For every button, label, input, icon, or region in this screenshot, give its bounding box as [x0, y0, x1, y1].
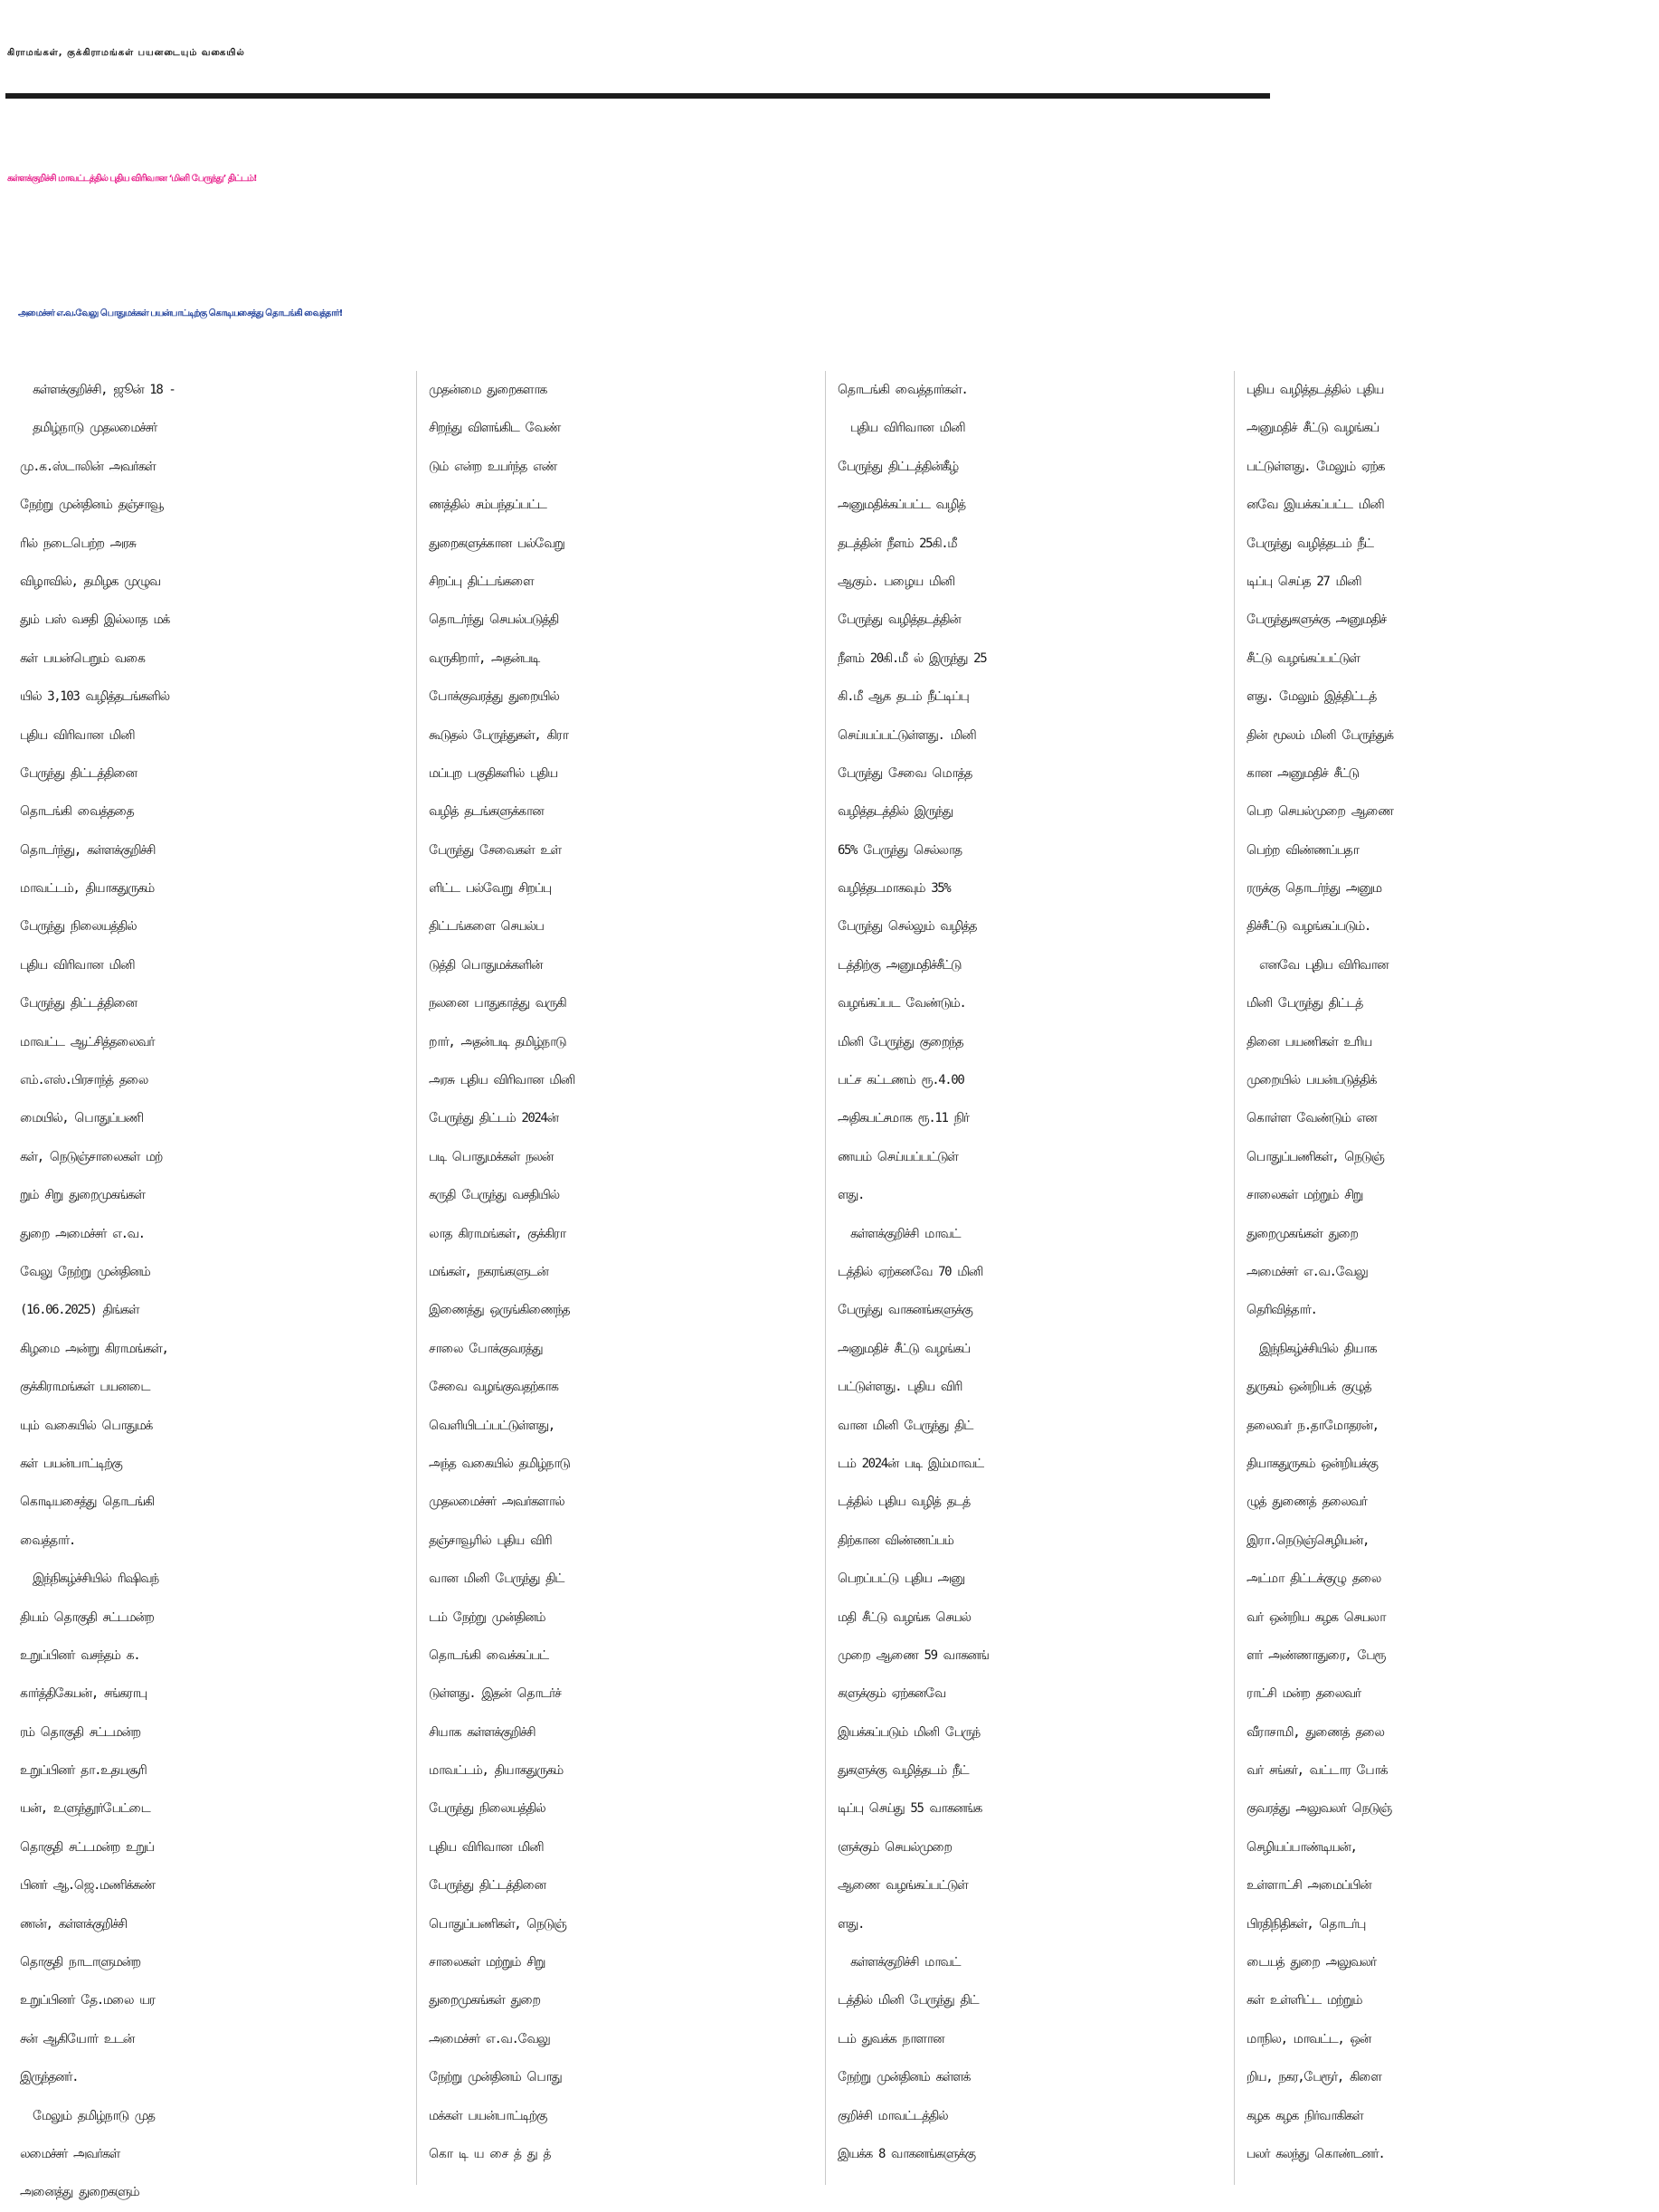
article-text-line: வீராசாமி, துணைத் தலை: [1247, 1724, 1384, 1740]
article-text-line: பலர் கலந்து கொண்டனர்.: [1247, 2146, 1385, 2161]
article-text-line: பேருந்து திட்டத்தினை: [20, 996, 137, 1011]
article-text-line: துறைமுகங்கள் துறை: [429, 1993, 540, 2008]
article-text-line: பட்டுள்ளது. புதிய விரி: [838, 1380, 962, 1395]
article-text-line: ளது. மேலும் இத்திட்டத்: [1247, 689, 1376, 705]
article-text-line: வழித் தடங்களுக்கான: [429, 804, 544, 820]
article-text-line: பெற்ற விண்ணப்பதா: [1247, 842, 1359, 858]
article-text-line: கொள்ள வேண்டும் என: [1247, 1111, 1377, 1126]
article-text-line: துகளுக்கு வழித்தடம் நீட்: [838, 1763, 969, 1779]
article-text-line: பேருந்து திட்டம் 2024ன்: [429, 1111, 558, 1126]
article-text-line: துறை அமைச்சர் எ.வ.: [20, 1226, 145, 1241]
article-text-line: லமைச்சர் அவர்கள்: [20, 2146, 119, 2161]
article-text-line: உறுப்பினர் தே.மலை யர: [20, 1993, 155, 2008]
article-column-1: [20, 371, 405, 2200]
article-text-line: படி பொதுமக்கள் நலன்: [429, 1149, 553, 1164]
article-text-line: அமைச்சர் எ.வ.வேலு: [1247, 1264, 1368, 1279]
article-text-line: முதலமைச்சர் அவர்களால்: [429, 1495, 564, 1510]
article-text-line: கழக கழக நிர்வாகிகள்: [1247, 2108, 1363, 2123]
article-text-line: ராட்சி மன்ற தலைவர்: [1247, 1686, 1360, 1702]
article-text-line: வழித்தடத்தில் இருந்து: [838, 804, 953, 820]
article-text-line: விழாவில், தமிழக முழுவ: [20, 574, 160, 589]
article-text-line: டம் 2024ன் படி இம்மாவட்: [838, 1456, 983, 1471]
article-text-line: களுக்கும் ஏற்கனவே: [838, 1686, 945, 1702]
article-text-line: எம்.எஸ்.பிரசாந்த் தலை: [20, 1073, 147, 1088]
article-text-line: குக்கிராமங்கள் பயனடை: [20, 1380, 150, 1395]
article-text-line: தமிழ்நாடு முதலமைச்சர்: [20, 421, 156, 436]
article-text-line: போக்குவரத்து துறையில்: [429, 689, 559, 705]
article-text-line: கிழமை அன்று கிராமங்கள்,: [20, 1341, 168, 1356]
article-text-line: அந்த வகையில் தமிழ்நாடு: [429, 1456, 570, 1471]
article-text-line: ளர் அண்ணாதுரை, பேரூ: [1247, 1647, 1386, 1663]
article-text-line: நேற்று முன்தினம் தஞ்சாவூ: [20, 498, 163, 513]
article-kicker: கிராமங்கள், குக்கிராமங்கள் பயனடையும் வகையில்: [7, 48, 245, 58]
article-text-line: கள் பயன்பெறும் வகை: [20, 650, 145, 666]
article-text-line: பினர் ஆ.ஜெ.மணிக்கண்: [20, 1878, 155, 1894]
article-text-line: தியாகதுருகம் ஒன்றியக்கு: [1247, 1456, 1378, 1471]
article-subheadline: அமைச்சர் எ.வ.வேலு பொதுமக்கள் பயன்பாட்டிற்கு கொடியசைத்து தொடங்கி வைத்தார்!: [18, 309, 343, 318]
article-text-line: கூடுதல் பேருந்துகள், கிரா: [429, 727, 568, 743]
article-text-line: கொ டி ய சை த் து த்: [429, 2146, 551, 2161]
article-column-2: [429, 371, 814, 2185]
article-text-line: மப்புற பகுதிகளில் புதிய: [429, 765, 557, 781]
article-text-line: கள்ளக்குறிச்சி, ஜூன் 18 -: [20, 383, 175, 397]
article-text-line: நேற்று முன்தினம் கள்ளக்: [838, 2070, 971, 2085]
article-text-line: றிய, நகர,பேரூர், கிளை: [1247, 2070, 1381, 2085]
article-text-line: ஆகும். பழைய மினி: [838, 574, 954, 589]
article-text-line: ரம் தொகுதி சட்டமன்ற: [20, 1724, 140, 1740]
article-text-line: தொடங்கி வைத்ததை: [20, 804, 134, 820]
article-text-line: பேருந்து செல்லும் வழித்த: [838, 919, 977, 935]
article-text-line: ளிட்ட பல்வேறு சிறப்பு: [429, 881, 551, 897]
article-text-line: புதிய விரிவான மினி: [20, 957, 135, 973]
article-text-line: முறை ஆணை 59 வாகனங்: [838, 1647, 989, 1663]
article-text-line: துருகம் ஒன்றியக் குழுத்: [1247, 1380, 1371, 1395]
article-text-line: சியாக கள்ளக்குறிச்சி: [429, 1724, 536, 1740]
article-text-line: ளுக்கும் செயல்முறை: [838, 1839, 952, 1855]
article-text-line: வழங்கப்பட வேண்டும்.: [838, 996, 966, 1011]
article-text-line: புதிய விரிவான மினி: [429, 1839, 544, 1855]
article-text-line: அட்மா திட்டக்குழு தலை: [1247, 1571, 1380, 1587]
article-text-line: மையில், பொதுப்பணி: [20, 1111, 143, 1126]
article-text-line: தொடங்கி வைக்கப்பட்: [429, 1647, 548, 1663]
article-text-line: தொகுதி சட்டமன்ற உறுப்: [20, 1839, 154, 1855]
article-text-line: திட்டங்களை செயல்ப: [429, 919, 544, 935]
article-text-line: தொகுதி நாடாளுமன்ற: [20, 1955, 140, 1970]
article-text-line: உறுப்பினர் வசந்தம் க.: [20, 1647, 140, 1663]
article-text-line: பேருந்து திட்டத்தின்கீழ்: [838, 459, 958, 474]
article-text-line: பட்டுள்ளது. மேலும் ஏற்க: [1247, 459, 1385, 474]
article-text-line: மினி பேருந்து திட்டத்: [1247, 996, 1362, 1011]
article-text-line: ளது.: [838, 1188, 865, 1203]
article-text-line: 65% பேருந்து செல்லாத: [838, 842, 962, 858]
article-text-line: அனைத்து துறைகளும்: [20, 2185, 139, 2200]
article-text-line: பேருந்து சேவை மொத்த: [838, 765, 972, 781]
article-text-line: வர் சங்கர், வட்டார போக்: [1247, 1763, 1388, 1779]
article-text-line: கள் உள்ளிட்ட மற்றும்: [1247, 1993, 1362, 2008]
article-text-line: தொடர்ந்து, கள்ளக்குறிச்சி: [20, 842, 156, 858]
article-text-line: ஆணை வழங்கப்பட்டுள்: [838, 1878, 968, 1894]
article-text-line: கள்ளக்குறிச்சி மாவட்: [838, 1955, 961, 1970]
article-text-line: றார், அதன்படி தமிழ்நாடு: [429, 1034, 566, 1049]
article-text-line: முதன்மை துறைகளாக: [429, 383, 546, 397]
article-text-line: செழியப்பாண்டியன்,: [1247, 1839, 1357, 1855]
article-text-line: வான மினி பேருந்து திட்: [838, 1418, 972, 1433]
article-text-line: கார்த்திகேயன், சங்கராபு: [20, 1686, 147, 1702]
article-text-line: றும் சிறு துறைமுகங்கள்: [20, 1188, 145, 1203]
article-text-line: பேருந்துகளுக்கு அனுமதிச்: [1247, 612, 1386, 628]
article-text-line: டிப்பு செய்து 55 வாகனங்க: [838, 1801, 981, 1817]
article-text-line: தொடர்ந்து செயல்படுத்தி: [429, 612, 558, 628]
column-divider: [416, 371, 417, 2185]
article-text-line: தடத்தின் நீளம் 25கி.மீ: [838, 536, 957, 551]
article-text-line: வழித்தடமாகவும் 35%: [838, 881, 951, 897]
article-text-line: ணன், கள்ளக்குறிச்சி: [20, 1916, 127, 1932]
article-body: [20, 371, 1648, 2200]
article-text-line: அமைச்சர் எ.வ.வேலு: [429, 2031, 550, 2046]
article-text-line: பட்ச கட்டணம் ரூ.4.00: [838, 1073, 964, 1088]
article-text-line: னவே இயக்கப்பட்ட மினி: [1247, 498, 1384, 513]
article-text-line: பேருந்து திட்டத்தினை: [20, 765, 137, 781]
article-text-line: மங்கள், நகரங்களுடன்: [429, 1264, 548, 1279]
article-text-line: சீட்டு வழங்கப்பட்டுள்: [1247, 650, 1360, 666]
article-text-line: டிப்பு செய்த 27 மினி: [1247, 574, 1361, 589]
article-text-line: பொதுப்பணிகள், நெடுஞ்: [429, 1916, 566, 1932]
article-text-line: துறைகளுக்கான பல்வேறு: [429, 536, 564, 551]
column-divider: [1234, 371, 1235, 2185]
article-text-line: சாலைகள் மற்றும் சிறு: [1247, 1188, 1363, 1203]
article-text-line: பேருந்து நிலையத்தில்: [20, 919, 137, 935]
article-text-line: லாத கிராமங்கள், குக்கிரா: [429, 1226, 565, 1241]
article-text-line: செய்யப்பட்டுள்ளது. மினி: [838, 727, 976, 743]
article-text-line: இயக்கப்படும் மினி பேருந்: [838, 1724, 980, 1740]
article-text-line: தொடங்கி வைத்தார்கள்.: [838, 383, 968, 397]
article-text-line: வேலு நேற்று முன்தினம்: [20, 1264, 150, 1279]
article-text-line: சிறந்து விளங்கிட வேண்: [429, 421, 560, 436]
article-text-line: ரில் நடைபெற்ற அரசு: [20, 536, 136, 551]
article-text-line: வைத்தார்.: [20, 1533, 75, 1548]
article-text-line: தஞ்சாவூரில் புதிய விரி: [429, 1533, 552, 1548]
article-text-line: வர் ஒன்றிய கழக செயலா: [1247, 1609, 1386, 1625]
article-text-line: மு.க.ஸ்டாலின் அவர்கள்: [20, 459, 156, 474]
article-text-line: வெளியிடப்பட்டுள்ளது,: [429, 1418, 555, 1433]
article-text-line: சேவை வழங்குவதற்காக: [429, 1380, 558, 1395]
kicker-underline: [5, 93, 1270, 99]
article-text-line: மாவட்ட ஆட்சித்தலைவர்: [20, 1034, 155, 1049]
article-text-line: பேருந்து வாகனங்களுக்கு: [838, 1303, 972, 1318]
article-text-line: டம் துவக்க நாளான: [838, 2031, 944, 2046]
article-text-line: சாலைகள் மற்றும் சிறு: [429, 1955, 545, 1970]
article-text-line: ழுத் துணைத் தலைவர்: [1247, 1495, 1367, 1510]
article-text-line: துறைமுகங்கள் துறை: [1247, 1226, 1358, 1241]
article-text-line: தினை பயணிகள் உரிய: [1247, 1034, 1371, 1049]
article-text-line: குவரத்து அலுவலர் நெடுஞ்: [1247, 1801, 1391, 1817]
article-text-line: பேருந்து வழித்தடத்தின்: [838, 612, 961, 628]
article-text-line: அனுமதிச் சீட்டு வழங்கப்: [1247, 421, 1379, 436]
article-text-line: மக்கள் பயன்பாட்டிற்கு: [429, 2108, 546, 2123]
article-text-line: அதிகபட்சமாக ரூ.11 நிர்: [838, 1111, 969, 1126]
article-text-line: மாநில, மாவட்ட, ஒன்: [1247, 2031, 1370, 2046]
article-text-line: பிரதிநிதிகள், தொடர்பு: [1247, 1916, 1365, 1932]
article-text-line: யன், உளுந்தூர்பேட்டை: [20, 1801, 150, 1817]
article-text-line: உள்ளாட்சி அமைப்பின்: [1247, 1878, 1371, 1894]
article-text-line: பேருந்து வழித்தடம் நீட்: [1247, 536, 1373, 551]
article-column-4: [1247, 371, 1632, 2185]
article-text-line: நேற்று முன்தினம் பொது: [429, 2070, 562, 2085]
article-text-line: குறிச்சி மாவட்டத்தில்: [838, 2108, 948, 2123]
article-text-line: திச்சீட்டு வழங்கப்படும்.: [1247, 919, 1370, 935]
article-text-line: டத்தில் ஏற்கனவே 70 மினி: [838, 1264, 982, 1279]
article-text-line: உறுப்பினர் தா.உதயசூரி: [20, 1763, 147, 1779]
article-text-line: கருதி பேருந்து வசதியில்: [429, 1188, 559, 1203]
article-text-line: இயக்க 8 வாகனங்களுக்கு: [838, 2146, 975, 2161]
article-text-line: இரா.நெடுஞ்செழியன்,: [1247, 1533, 1370, 1548]
article-text-line: சாலை போக்குவரத்து: [429, 1341, 543, 1356]
article-text-line: (16.06.2025) திங்கள்: [20, 1303, 139, 1318]
article-text-line: தியம் தொகுதி சட்டமன்ற: [20, 1609, 154, 1625]
article-text-line: முறையில் பயன்படுத்திக்: [1247, 1073, 1376, 1088]
article-text-line: சன் ஆகியோர் உடன்: [20, 2031, 134, 2046]
article-text-line: புதிய விரிவான மினி: [20, 727, 135, 743]
article-headline: கள்ளக்குறிச்சி மாவட்டத்தில் புதிய விரிவான ‘மினி பேருந்து’ திட்டம்!: [7, 174, 257, 184]
article-text-line: பெறப்பட்டு புதிய அனு: [838, 1571, 964, 1587]
article-text-line: பொதுப்பணிகள், நெடுஞ்: [1247, 1149, 1384, 1164]
article-text-line: பேருந்து திட்டத்தினை: [429, 1878, 545, 1894]
article-text-line: டம் நேற்று முன்தினம்: [429, 1609, 545, 1625]
article-text-line: யில் 3,103 வழித்தடங்களில்: [20, 689, 169, 705]
article-text-line: இந்நிகழ்ச்சியில் ரிஷிவந்: [20, 1571, 158, 1587]
article-text-line: பெற செயல்முறை ஆணை: [1247, 804, 1393, 820]
article-text-line: புதிய விரிவான மினி: [838, 421, 965, 436]
article-text-line: நீளம் 20கி.மீ ல் இருந்து 25: [838, 650, 987, 666]
article-text-line: ணயம் செய்யப்பட்டுள்: [838, 1149, 958, 1164]
article-text-line: அனுமதிச் சீட்டு வழங்கப்: [838, 1341, 970, 1356]
article-text-line: டத்தில் மினி பேருந்து திட்: [838, 1993, 979, 2008]
article-text-line: கள் பயன்பாட்டிற்கு: [20, 1456, 122, 1471]
article-text-line: தலைவர் ந.தாமோதரன்,: [1247, 1418, 1379, 1433]
article-text-line: மாவட்டம், தியாகதுருகம்: [429, 1763, 563, 1779]
article-text-line: ணத்தில் சம்பந்தப்பட்ட: [429, 498, 546, 513]
article-text-line: தெரிவித்தார்.: [1247, 1303, 1317, 1318]
article-text-line: திற்கான விண்ணப்பம்: [838, 1533, 953, 1548]
article-text-line: கள், நெடுஞ்சாலைகள் மற்: [20, 1149, 163, 1164]
article-text-line: டத்திற்கு அனுமதிச்சீட்டு: [838, 957, 962, 973]
article-text-line: மதி சீட்டு வழங்க செயல்: [838, 1609, 971, 1625]
article-text-line: நலனை பாதுகாத்து வருகி: [429, 996, 566, 1011]
article-text-line: கான அனுமதிச் சீட்டு: [1247, 765, 1359, 781]
article-text-line: தும் பஸ் வசதி இல்லாத மக்: [20, 612, 169, 628]
article-text-line: டுத்தி பொதுமக்களின்: [429, 957, 543, 973]
article-column-3: [838, 371, 1223, 2185]
article-text-line: இணைத்து ஒருங்கிணைந்த: [429, 1303, 570, 1318]
article-text-line: புதிய வழித்தடத்தில் புதிய: [1247, 383, 1384, 397]
article-text-line: பேருந்து சேவைகள் உள்: [429, 842, 561, 858]
column-divider: [825, 371, 826, 2185]
article-text-line: தின் மூலம் மினி பேருந்துக்: [1247, 727, 1393, 743]
article-text-line: இந்நிகழ்ச்சியில் தியாக: [1247, 1341, 1377, 1356]
article-text-line: மேலும் தமிழ்நாடு முத: [20, 2108, 155, 2123]
article-text-line: அரசு புதிய விரிவான மினி: [429, 1073, 574, 1088]
article-text-line: சிறப்பு திட்டங்களை: [429, 574, 534, 589]
article-text-line: அனுமதிக்கப்பட்ட வழித்: [838, 498, 965, 513]
article-text-line: டையத் துறை அலுவலர்: [1247, 1955, 1376, 1970]
article-text-line: யும் வகையில் பொதுமக்: [20, 1418, 152, 1433]
article-text-line: டும் என்ற உயர்ந்த எண்: [429, 459, 556, 474]
article-text-line: ளது.: [838, 1916, 865, 1932]
article-text-line: எனவே புதிய விரிவான: [1247, 957, 1389, 973]
article-text-line: இருந்தனர்.: [20, 2070, 79, 2085]
article-text-line: மினி பேருந்து குறைந்த: [838, 1034, 963, 1049]
article-text-line: வருகிறார், அதன்படி: [429, 650, 539, 666]
article-text-line: கள்ளக்குறிச்சி மாவட்: [838, 1226, 961, 1241]
article-text-line: ரருக்கு தொடர்ந்து அனும: [1247, 881, 1381, 897]
article-text-line: வான மினி பேருந்து திட்: [429, 1571, 564, 1587]
article-text-line: டுள்ளது. இதன் தொடர்ச்: [429, 1686, 561, 1702]
article-text-line: டத்தில் புதிய வழித் தடத்: [838, 1495, 970, 1510]
article-text-line: மாவட்டம், தியாகதுருகம்: [20, 881, 154, 897]
article-text-line: பேருந்து நிலையத்தில்: [429, 1801, 545, 1817]
article-text-line: கி.மீ ஆக தடம் நீட்டிப்பு: [838, 689, 969, 705]
article-text-line: கொடியசைத்து தொடங்கி: [20, 1495, 154, 1510]
